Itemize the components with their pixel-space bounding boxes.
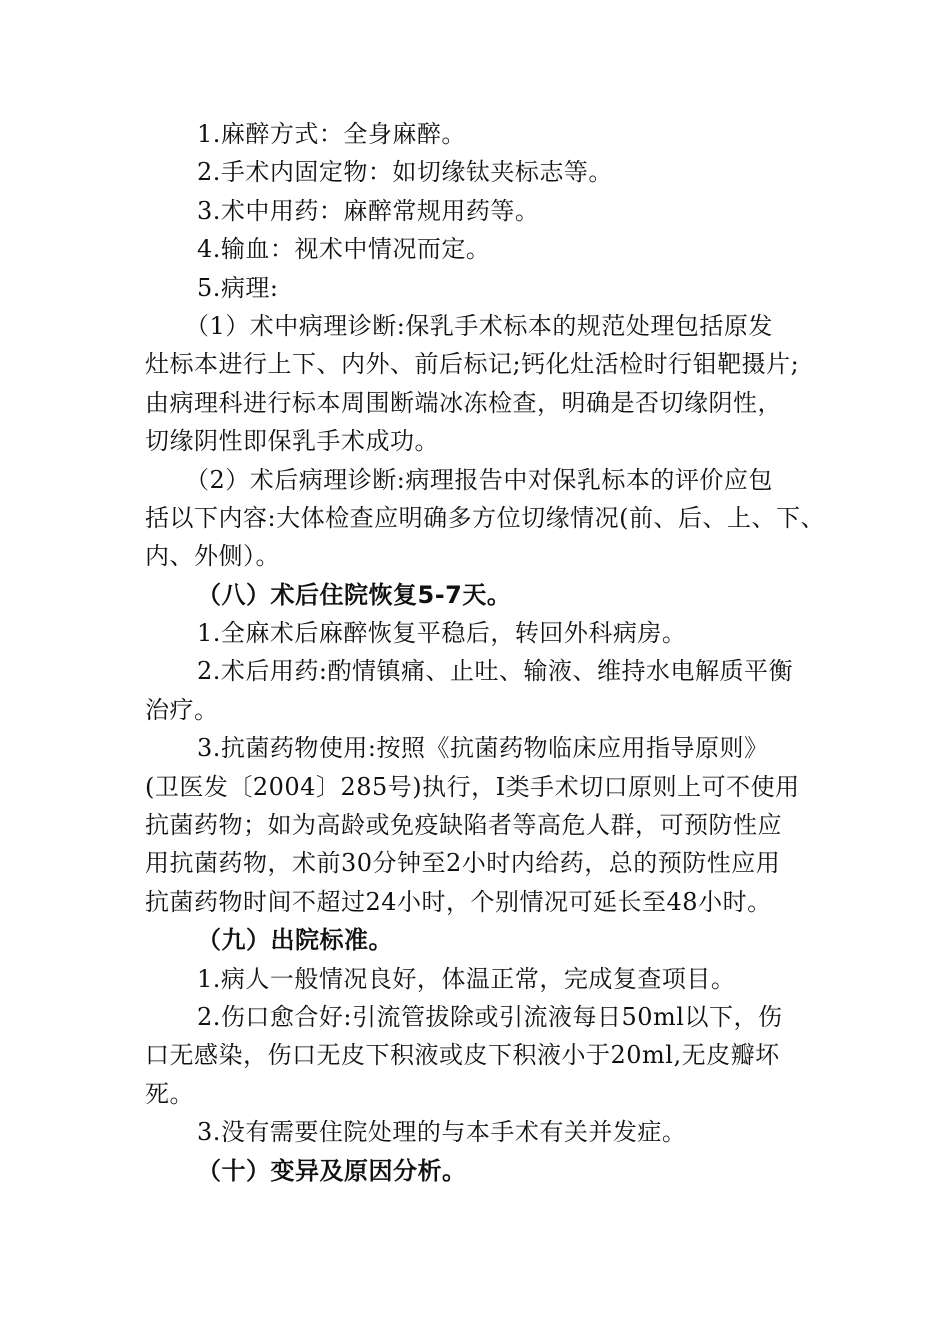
document-body <box>145 115 825 1190</box>
text-line: 5.病理: <box>197 273 279 302</box>
text-line: 灶标本进行上下、内外、前后标记;钙化灶活检时行钼靶摄片; <box>145 350 800 379</box>
section-heading-9: （九）出院标准。 <box>197 926 393 955</box>
text-line: 3.术中用药：麻醉常规用药等。 <box>197 196 540 225</box>
text-line: 用抗菌药物，术前30分钟至2小时内给药，总的预防性应用 <box>145 849 781 878</box>
text-line: （1）术中病理诊断:保乳手术标本的规范处理包括原发 <box>185 311 773 340</box>
text-line: 死。 <box>145 1079 194 1108</box>
text-line: 括以下内容:大体检查应明确多方位切缘情况(前、后、上、下、 <box>145 503 825 532</box>
text-line: 内、外侧）。 <box>145 542 280 571</box>
text-line: 2.术后用药:酌情镇痛、止吐、输液、维持水电解质平衡 <box>197 657 793 686</box>
section-heading-10: （十）变异及原因分析。 <box>197 1156 467 1185</box>
text-line: 口无感染，伤口无皮下积液或皮下积液小于20ml,无皮瓣坏 <box>145 1041 780 1070</box>
text-line: 1.麻醉方式：全身麻醉。 <box>197 120 466 148</box>
section-heading-8: （八）术后住院恢复5-7天。 <box>197 580 512 609</box>
text-line: 由病理科进行标本周围断端冰冻检查，明确是否切缘阴性， <box>145 388 782 417</box>
text-line: 切缘阴性即保乳手术成功。 <box>145 427 439 456</box>
text-line: 3.没有需要住院处理的与本手术有关并发症。 <box>197 1118 687 1147</box>
text-line: 治疗。 <box>145 695 219 724</box>
text-line: 1.病人一般情况良好，体温正常，完成复查项目。 <box>197 964 736 993</box>
text-line: （2）术后病理诊断:病理报告中对保乳标本的评价应包 <box>185 465 773 494</box>
text-line: 2.手术内固定物：如切缘钛夹标志等。 <box>197 158 613 187</box>
text-line: 3.抗菌药物使用:按照《抗菌药物临床应用指导原则》 <box>197 734 769 763</box>
text-line: 抗菌药物时间不超过24小时，个别情况可延长至48小时。 <box>145 887 772 916</box>
text-line: 抗菌药物；如为高龄或免疫缺陷者等高危人群，可预防性应 <box>145 811 782 840</box>
text-line: (卫医发〔2004〕285号)执行，I类手术切口原则上可不使用 <box>145 772 800 801</box>
text-line: 4.输血：视术中情况而定。 <box>197 235 491 264</box>
text-line: 1.全麻术后麻醉恢复平稳后，转回外科病房。 <box>197 619 687 648</box>
text-line: 2.伤口愈合好:引流管拔除或引流液每日50ml以下，伤 <box>197 1002 783 1031</box>
